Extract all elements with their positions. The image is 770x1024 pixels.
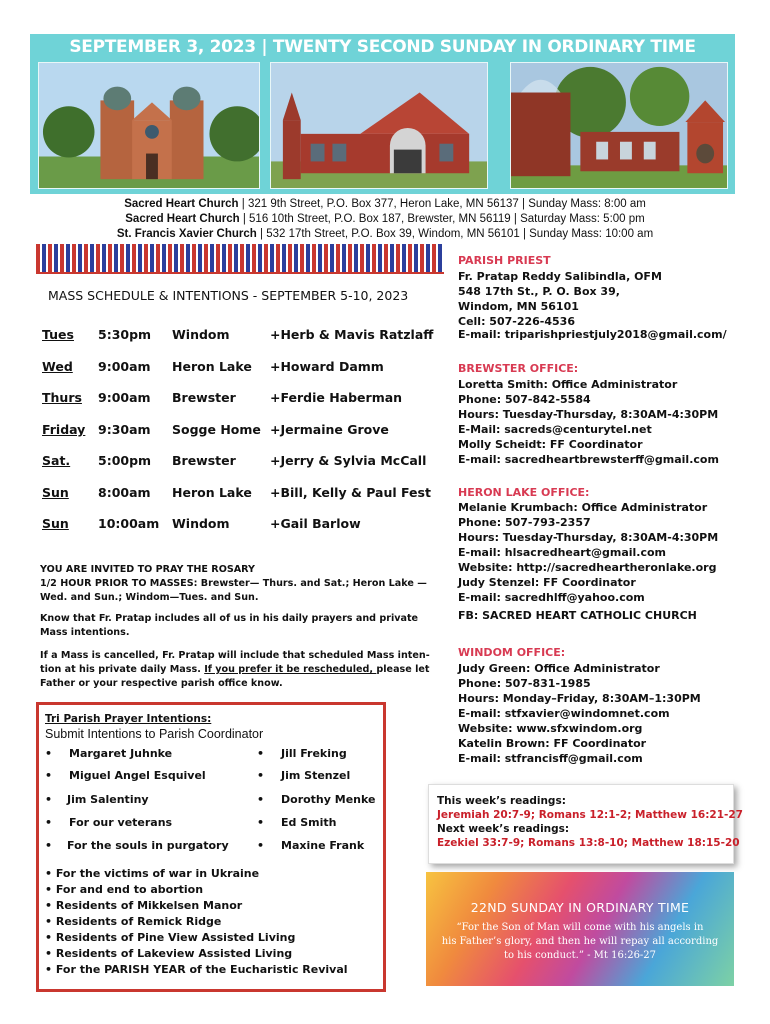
decorative-stripe <box>36 244 444 272</box>
schedule-day: Wed <box>42 359 73 374</box>
schedule-intention: +Jermaine Grove <box>270 422 389 437</box>
office-line: Website: www.sfxwindom.org <box>458 722 643 735</box>
office-line: E-Mail: sacreds@centurytel.net <box>458 423 652 436</box>
header-banner <box>30 34 735 194</box>
prayer-list-item: • For the victims of war in Ukraine <box>45 867 260 880</box>
this-week-readings: Jeremiah 20:7-9; Romans 12:1-2; Matthew 16:21-27 <box>437 809 743 821</box>
schedule-day: Sun <box>42 516 69 531</box>
priest-address: 548 17th St., P. O. Box 39, <box>458 285 620 298</box>
next-week-label: Next week’s readings: <box>437 823 570 835</box>
prayer-list-item: • Residents of Pine View Assisted Living <box>45 931 296 944</box>
bullet-icon: • <box>257 816 265 829</box>
cancellation-note <box>40 649 442 691</box>
cancellation-line: tion at his private daily Mass. If you prefer it be rescheduled, please let <box>40 664 430 675</box>
church-info-heron-lake: Sacred Heart Church | 321 9th Street, P.O. Box 377, Heron Lake, MN 56137 | Sunday Mass: 8:00 am <box>124 198 646 210</box>
office-line: Website: http://sacredheartheronlake.org <box>458 561 717 574</box>
prayer-intentions-heading: Tri Parish Prayer Intentions: <box>45 713 212 725</box>
prayer-name: Jim Salentiny <box>67 793 149 806</box>
schedule-place: Windom <box>172 516 230 531</box>
rosary-line: YOU ARE INVITED TO PRAY THE ROSARY <box>40 564 255 575</box>
next-week-readings: Ezekiel 33:7-9; Romans 13:8-10; Matthew 18:15-20 <box>437 837 740 849</box>
sunday-artwork <box>426 872 734 986</box>
schedule-row <box>42 390 462 410</box>
schedule-intention: +Jerry & Sylvia McCall <box>270 453 427 468</box>
schedule-place: Windom <box>172 327 230 342</box>
schedule-row <box>42 327 462 347</box>
priest-cell: Cell: 507-226-4536 <box>458 315 575 328</box>
prayer-list-item: • For and end to abortion <box>45 883 204 896</box>
prayer-intentions-subheading: Submit Intentions to Parish Coordinator <box>45 727 264 741</box>
cancellation-line: If a Mass is cancelled, Fr. Pratap will include that scheduled Mass inten- <box>40 650 430 661</box>
office-line: E-mail: hlsacredheart@gmail.com <box>458 546 667 559</box>
priest-city: Windom, MN 56101 <box>458 300 579 313</box>
prayer-name: Dorothy Menke <box>281 793 376 806</box>
prayer-name: Jill Freking <box>281 747 347 760</box>
parish-priest-heading: PARISH PRIEST <box>458 254 551 267</box>
bullet-icon: • <box>45 747 53 760</box>
office-line: E-mail: sacredheartbrewsterff@gmail.com <box>458 453 719 466</box>
schedule-time: 9:00am <box>98 359 151 374</box>
prayer-note-line: Mass intentions. <box>40 627 130 638</box>
office-line: Katelin Brown: FF Coordinator <box>458 737 647 750</box>
bullet-icon: • <box>45 793 53 806</box>
this-week-label: This week’s readings: <box>437 795 566 807</box>
prayer-name: For the souls in purgatory <box>67 839 229 852</box>
readings-box <box>428 784 743 864</box>
schedule-place: Heron Lake <box>172 359 252 374</box>
schedule-place: Brewster <box>172 453 236 468</box>
rosary-invitation <box>40 563 442 605</box>
schedule-place: Brewster <box>172 390 236 405</box>
church-info-windom: St. Francis Xavier Church | 532 17th Street, P.O. Box 39, Windom, MN 56101 | Sunday Mass: 10:00 am <box>116 228 654 240</box>
office-line: Hours: Tuesday-Thursday, 8:30AM-4:30PM <box>458 408 719 421</box>
brewster-office-heading: BREWSTER OFFICE: <box>458 362 579 375</box>
office-line: Phone: 507-831-1985 <box>458 677 591 690</box>
schedule-place: Sogge Home <box>172 422 261 437</box>
schedule-day: Friday <box>42 422 86 437</box>
schedule-intention: +Bill, Kelly & Paul Fest <box>270 485 431 500</box>
prayer-name: For our veterans <box>69 816 173 829</box>
schedule-row <box>42 516 462 536</box>
office-line: Hours: Monday–Friday, 8:30AM–1:30PM <box>458 692 701 705</box>
prayer-name: Ed Smith <box>281 816 337 829</box>
schedule-row <box>42 485 462 505</box>
bullet-icon: • <box>45 816 53 829</box>
schedule-intention: +Gail Barlow <box>270 516 361 531</box>
schedule-row <box>42 422 462 442</box>
sunday-quote-line: “For the Son of Man will come with his angels in <box>456 922 704 933</box>
church-photo-brewster <box>270 62 488 189</box>
heron-lake-office-heading: HERON LAKE OFFICE: <box>458 486 590 499</box>
schedule-place: Heron Lake <box>172 485 252 500</box>
bullet-icon: • <box>257 793 265 806</box>
prayer-name: Margaret Juhnke <box>69 747 173 760</box>
bullet-icon: • <box>45 839 53 852</box>
sunday-quote-line: his Father’s glory, and then he will repay all according <box>441 936 719 947</box>
office-line: Melanie Krumbach: Office Administrator <box>458 501 708 514</box>
prayer-list-item: • For the PARISH YEAR of the Eucharistic Revival <box>45 963 348 976</box>
office-line: E-mail: sacredhlff@yahoo.com <box>458 591 645 604</box>
prayer-list-item: • Residents of Mikkelsen Manor <box>45 899 243 912</box>
prayer-note <box>40 612 442 640</box>
office-line: Hours: Tuesday-Thursday, 8:30AM-4:30PM <box>458 531 719 544</box>
schedule-time: 5:00pm <box>98 453 152 468</box>
bullet-icon: • <box>257 839 265 852</box>
cancellation-line: Father or your respective parish office know. <box>40 678 283 689</box>
schedule-time: 8:00am <box>98 485 151 500</box>
schedule-time: 5:30pm <box>98 327 152 342</box>
bullet-icon: • <box>257 747 265 760</box>
church-photo-windom <box>510 62 728 189</box>
schedule-row <box>42 359 462 379</box>
office-line: Judy Green: Office Administrator <box>458 662 660 675</box>
prayer-intentions-box <box>36 702 386 992</box>
schedule-title: MASS SCHEDULE & INTENTIONS - SEPTEMBER 5-10, 2023 <box>48 288 409 303</box>
priest-name: Fr. Pratap Reddy Salibindla, OFM <box>458 270 662 283</box>
rosary-line: 1/2 HOUR PRIOR TO MASSES: Brewster— Thurs. and Sat.; Heron Lake — <box>40 578 427 589</box>
bulletin-date-title: SEPTEMBER 3, 2023 | TWENTY SECOND SUNDAY IN ORDINARY TIME <box>69 37 696 57</box>
prayer-list-item: • Residents of Lakeview Assisted Living <box>45 947 293 960</box>
office-line: Phone: 507-842-5584 <box>458 393 591 406</box>
office-line: Judy Stenzel: FF Coordinator <box>458 576 636 589</box>
prayer-name: Jim Stenzel <box>281 769 351 782</box>
schedule-time: 10:00am <box>98 516 160 531</box>
prayer-note-line: Know that Fr. Pratap includes all of us in his daily prayers and private <box>40 613 419 624</box>
office-line: E-mail: stfxavier@windomnet.com <box>458 707 670 720</box>
windom-office-heading: WINDOM OFFICE: <box>458 646 566 659</box>
prayer-list-item: • Residents of Remick Ridge <box>45 915 222 928</box>
sunday-art-title: 22ND SUNDAY IN ORDINARY TIME <box>470 900 690 915</box>
schedule-intention: +Herb & Mavis Ratzlaff <box>270 327 434 342</box>
schedule-intention: +Ferdie Haberman <box>270 390 403 405</box>
schedule-time: 9:30am <box>98 422 151 437</box>
sunday-quote-line: to his conduct.” - Mt 16:26-27 <box>503 950 657 961</box>
rosary-line: Wed. and Sun.; Windom—Tues. and Sun. <box>40 592 259 603</box>
schedule-row <box>42 453 462 473</box>
bullet-icon: • <box>257 769 265 782</box>
schedule-day: Tues <box>42 327 74 342</box>
bullet-icon: • <box>45 769 53 782</box>
church-photo-heron-lake <box>38 62 260 189</box>
prayer-name: Maxine Frank <box>281 839 365 852</box>
office-line: E-mail: stfrancisff@gmail.com <box>458 752 643 765</box>
schedule-day: Thurs <box>42 390 82 405</box>
church-info-brewster: Sacred Heart Church | 516 10th Street, P.O. Box 187, Brewster, MN 56119 | Saturday Mass: 5:00 pm <box>125 213 645 225</box>
office-line: Loretta Smith: Office Administrator <box>458 378 678 391</box>
schedule-time: 9:00am <box>98 390 151 405</box>
schedule-intention: +Howard Damm <box>270 359 384 374</box>
priest-email: E-mail: triparishpriestjuly2018@gmail.com/ <box>458 328 727 341</box>
schedule-day: Sun <box>42 485 69 500</box>
prayer-name: Miguel Angel Esquivel <box>69 769 206 782</box>
office-line: Molly Scheidt: FF Coordinator <box>458 438 643 451</box>
office-line: FB: SACRED HEART CATHOLIC CHURCH <box>458 609 697 622</box>
office-line: Phone: 507-793-2357 <box>458 516 591 529</box>
schedule-day: Sat. <box>42 453 71 468</box>
divider <box>36 272 444 274</box>
